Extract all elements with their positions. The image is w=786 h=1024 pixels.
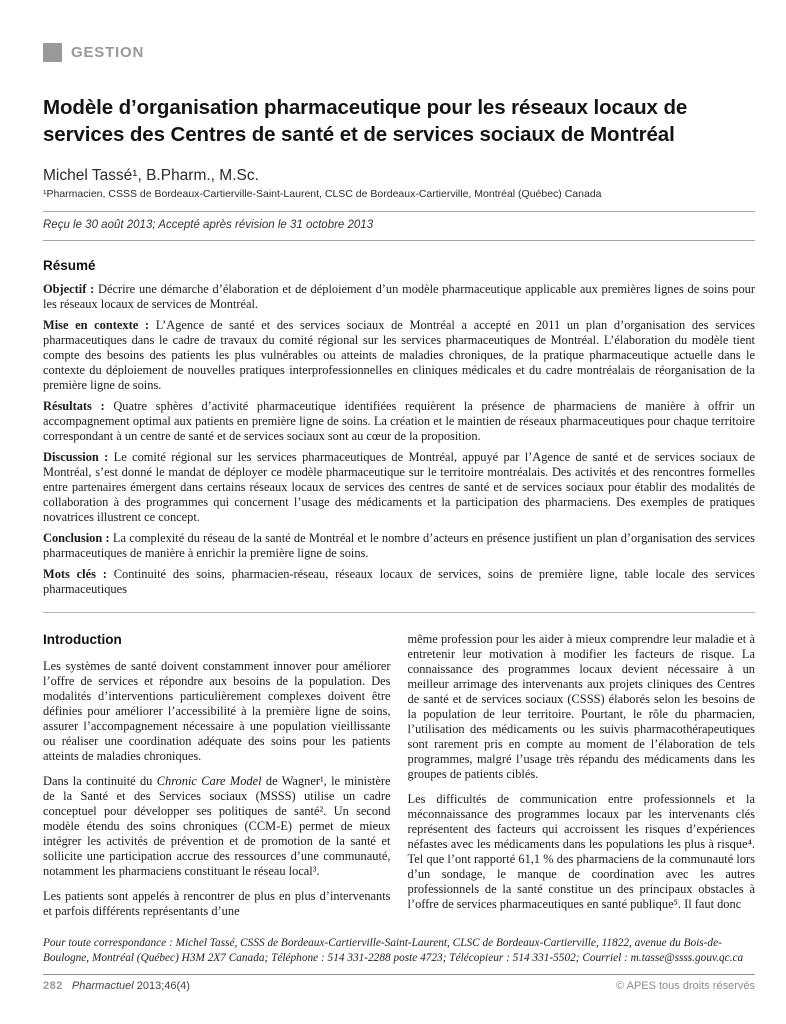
- abstract-resultats: [43, 399, 755, 444]
- footer-journal-info: [43, 980, 190, 992]
- intro-paragraph-1: Les systèmes de santé doivent constamment innover pour améliorer l’offre de services et répondre aux besoins de la population. Des modalités d’interventions particulièrement complexes doivent être définies pour améliorer l’accessibilité à la première ligne de soins, assurer l’accompagnement nécessaire à une population vieillissante ou réaliser une coordination adéquate des soins pour les patients atteints de maladies chroniques.: [43, 659, 391, 763]
- author-line: Michel Tassé¹, B.Pharm., M.Sc.: [43, 167, 259, 184]
- abstract-mots-cles-label: Mots clés :: [43, 567, 107, 581]
- abstract-conclusion: [43, 531, 755, 561]
- abstract-objectif-text: Décrire une démarche d’élaboration et de déploiement d’un modèle pharmaceutique applicable aux premières lignes de soins pour les réseaux locaux de services de Montréal.: [43, 282, 755, 311]
- intro-paragraph-2-pre: Dans la continuité du: [43, 774, 157, 788]
- copyright-notice: © APES tous droits réservés: [616, 980, 755, 992]
- section-divider: [43, 612, 755, 613]
- abstract-mots-cles-text: Continuité des soins, pharmacien-réseau, réseaux locaux de services, soins de première ligne, table locale des services pharmaceutiques: [43, 567, 755, 596]
- section-label: GESTION: [71, 44, 145, 61]
- section-header: [43, 43, 755, 62]
- abstract-conclusion-label: Conclusion :: [43, 531, 110, 545]
- intro-paragraph-2-italic: Chronic Care Model: [156, 774, 262, 788]
- left-column: [43, 625, 391, 929]
- abstract-mise-en-contexte: [43, 318, 755, 393]
- page-number: 282: [43, 980, 63, 992]
- right-column: [408, 625, 756, 929]
- abstract-resultats-label: Résultats :: [43, 399, 105, 413]
- abstract-conclusion-text: La complexité du réseau de la santé de Montréal et le nombre d’acteurs en présence justifient un plan d’organisation des services pharmaceutiques de manière à enrichir la première ligne de soins.: [43, 531, 756, 560]
- abstract-discussion-text: Le comité régional sur les services pharmaceutiques de Montréal, appuyé par l’Agence de santé et de services sociaux de Montréal, s’est donné le mandat de déployer ce modèle pharmaceutique sur le territoire montréalais. Des activités et des rencontres formelles entre partenaires émergent dans certains réseaux locaux de services des centres de santé et de services sociaux pour établir des modalités de collaboration à des programmes qui concernent l’usage des médicaments et la participation des pharmaciens. Des exemples de pratiques novatrices illustrent ce concept.: [43, 450, 755, 524]
- intro-paragraph-2: [43, 774, 391, 879]
- intro-paragraph-3: Les patients sont appelés à rencontrer de plus en plus d’intervenants et parfois différents représentants d’une: [43, 889, 391, 918]
- introduction-heading: Introduction: [43, 632, 122, 647]
- abstract-resultats-text: Quatre sphères d’activité pharmaceutique identifiées requièrent la présence de pharmaciens de manière à offrir un accompagnement optimal aux patients en première ligne de soins. La création et le maintien de réseaux pharmaceutiques pour chaque territoire correspondant à un centre de santé et de services sociaux sont au cœur de la proposition.: [43, 399, 755, 443]
- abstract-discussion-label: Discussion :: [43, 450, 109, 464]
- article-body: [43, 625, 755, 929]
- abstract-discussion: [43, 450, 755, 525]
- page-footer: [43, 980, 755, 992]
- abstract-mise-en-contexte-text: L’Agence de santé et des services sociaux de Montréal a accepté en 2011 un plan d’organisation des services pharmaceutiques dans le cadre de travaux du comité régional sur les services pharmaceutiques de Montréal. L’élaboration du modèle tient compte des besoins des patients les plus vulnérables ou atteints de maladies chroniques, de la pratique pharmaceutique actuelle dans le contexte du déploiement de nouvelles pratiques interprofessionnelles en cliniques médicales et du cadre montréalais de réorganisation de la première ligne de soins.: [43, 318, 755, 392]
- journal-name: Pharmactuel: [71, 980, 134, 992]
- abstract-mots-cles: [43, 567, 755, 597]
- received-dates: Reçu le 30 août 2013; Accepté après révision le 31 octobre 2013: [43, 211, 755, 241]
- abstract-objectif-label: Objectif :: [43, 282, 95, 296]
- intro-paragraph-2-post: de Wagner¹, le ministère de la Santé et des Services sociaux (MSSS) utilise un cadre conceptuel pour développer ses politiques de santé². Un second modèle étendu des soins chroniques (CCM-E) permet de mieux intégrer les activités de prévention et de promotion de la santé et sollicite une participation accrue des ressources d’une communauté, notamment les pharmaciens constituant le réseau local³.: [43, 774, 391, 878]
- footer-rule: [43, 974, 755, 975]
- intro-paragraph-5: Les difficultés de communication entre professionnels et la méconnaissance des programmes locaux par les intervenants clés représentent des facteurs qui accroissent les risques d’expériences néfastes avec les médicaments dans les populations les plus à risque⁴. Tel que l’ont rapporté 61,1 % des pharmaciens de la communauté lors d’un sondage, le manque de coordination avec les autres professionnels de la santé constitue un des principaux obstacles à l’offre de services pharmaceutiques en santé publique⁵. Il faut donc: [407, 792, 755, 911]
- abstract-objectif: [43, 282, 755, 312]
- abstract-mise-en-contexte-label: Mise en contexte :: [43, 318, 150, 332]
- section-marker-icon: [43, 43, 62, 62]
- journal-issue: 2013;46(4): [136, 980, 190, 992]
- affiliation-line: ¹Pharmacien, CSSS de Bordeaux-Cartierville-Saint-Laurent, CLSC de Bordeaux-Cartierville, Montréal (Québec) Canada: [43, 188, 602, 200]
- abstract-heading: Résumé: [43, 258, 96, 273]
- correspondence-note: Pour toute correspondance : Michel Tassé, CSSS de Bordeaux-Cartierville-Saint-Laurent, CLSC de Bordeaux-Cartierville, 11822, avenue du Bois-de-Boulogne, Montréal (Québec) H3M 2X7 Canada; Téléphone : 514 331-2288 poste 4723; Télécopieur : 514 331-5502; Courriel : m.tasse@ssss.gouv.qc.ca: [43, 937, 744, 964]
- article-title: Modèle d’organisation pharmaceutique pour les réseaux locaux de services des Centres de santé et de services sociaux de Montréal: [43, 96, 688, 146]
- intro-paragraph-4: même profession pour les aider à mieux comprendre leur maladie et à entretenir leur motivation à modifier les facteurs de risque. La connaissance des programmes locaux devient nécessaire à un meilleur arrimage des intervenants aux projets cliniques des Centres de santé et de services sociaux (CSSS) élaborés selon les besoins de la population de leur territoire. Pourtant, le rôle du pharmacien, l’utilisation des médicaments ou les suivis pharmacothérapeutiques sont rarement pris en compte au moment de l’élaboration de tels programmes, malgré l’usage très répandu des médicaments dans les groupes de patients ciblés.: [407, 632, 755, 781]
